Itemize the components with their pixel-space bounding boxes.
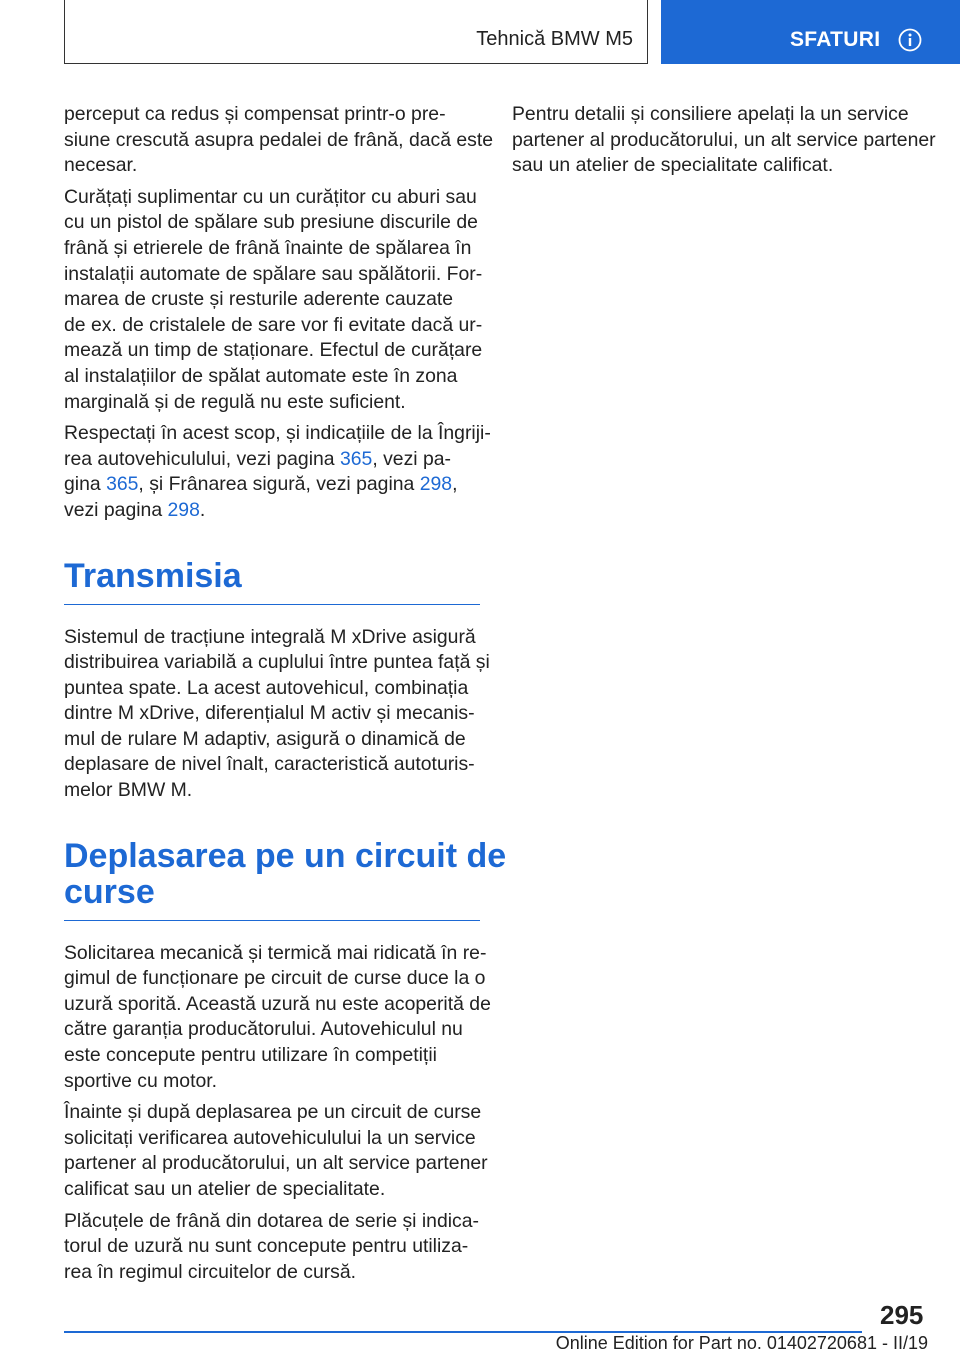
text-line: instalații automate de spălare sau spălătorii. For‐ <box>64 262 483 285</box>
text-line: Înainte și după deplasarea pe un circuit de curse <box>64 1101 482 1124</box>
paragraph-brake-pads <box>64 1209 484 1286</box>
text-fragment: . <box>199 498 206 521</box>
text-line: calificat sau un atelier de specialitate. <box>64 1178 386 1200</box>
text-line <box>64 498 484 524</box>
paragraph-brake-cleaning <box>64 185 484 415</box>
text-line: Pentru detalii și consiliere apelați la un service <box>512 103 909 125</box>
text-line: uzură sporită. Această uzură nu este acoperită de <box>64 992 491 1015</box>
page-link-298[interactable]: 298 <box>419 473 453 496</box>
text-line: puntea spate. La acest autovehicul, combinația <box>64 676 469 699</box>
chapter-title: Tehnică BMW M5 <box>476 28 633 50</box>
section-tab[interactable] <box>661 0 960 64</box>
text-line: marginală și de regulă nu este suficient. <box>64 390 406 413</box>
text-line: Curățați suplimentar cu un curățitor cu aburi sau <box>64 185 477 208</box>
text-fragment: , <box>452 473 458 496</box>
text-line: perceput ca redus și compensat printr-o pre‐ <box>64 103 446 125</box>
text-line: melor BMW M. <box>64 779 193 802</box>
text-fragment: , și Frânarea sigură, vezi pagina <box>138 473 420 496</box>
text-line: este concepute pentru utilizare în competiții <box>64 1044 437 1067</box>
text-line: torul de uzură nu sunt concepute pentru utiliza‐ <box>64 1235 469 1258</box>
paragraph-service-advice <box>512 102 936 179</box>
paragraph-racetrack-wear <box>64 941 491 1095</box>
text-line: siune crescută asupra pedalei de frână, dacă este <box>64 128 494 151</box>
header-title-box <box>64 0 648 64</box>
text-line: Sistemul de tracțiune integrală M xDrive asigură <box>64 625 476 648</box>
text-line: de ex. de cristalele de sare vor fi evitate dacă ur‐ <box>64 313 483 336</box>
text-line: mează un timp de staționare. Efectul de curățare <box>64 339 483 362</box>
paragraph-references <box>64 421 491 523</box>
text-line: al instalațiilor de spălat automate este în zona <box>64 364 458 387</box>
page-link-365[interactable]: 365 <box>339 447 373 470</box>
text-line: partener al producătorului, un alt service partener <box>512 128 936 151</box>
text-line: frână și etrierele de frână înainte de spălarea în <box>64 236 472 259</box>
text-line: partener al producătorului, un alt service partener <box>64 1152 488 1175</box>
text-fragment: , vezi pa‐ <box>372 447 451 470</box>
right-column <box>512 102 936 185</box>
text-line: rea în regimul circuitelor de cursă. <box>64 1260 357 1283</box>
text-line: către garanția producătorului. Autovehiculul nu <box>64 1018 463 1041</box>
text-line <box>64 447 484 473</box>
page-link-298[interactable]: 298 <box>167 498 200 521</box>
footer-edition: Online Edition for Part no. 01402720681 - II/19 <box>555 1333 928 1353</box>
text-line: cu un pistol de spălare sub presiune discurile de <box>64 211 478 234</box>
paragraph-brake-perception <box>64 102 494 179</box>
text-line: dintre M xDrive, diferențialul M activ și mecanis‐ <box>64 702 475 725</box>
text-line <box>64 472 484 498</box>
paragraph-racetrack-check <box>64 1100 488 1202</box>
heading-racetrack <box>64 836 507 921</box>
text-line: distribuirea variabilă a cuplului între puntea față și <box>64 651 490 674</box>
section-label: SFATURI <box>790 28 881 51</box>
text-line: solicitați verificarea autovehiculului la un service <box>64 1126 476 1149</box>
heading-line: curse <box>64 872 155 911</box>
left-column <box>64 102 507 1291</box>
text-line: marea de cruste și resturile aderente cauzate <box>64 288 454 311</box>
info-circle-icon <box>898 28 922 52</box>
paragraph-transmission <box>64 625 490 804</box>
text-line: deplasare de nivel înalt, caracteristică autoturis‐ <box>64 753 475 776</box>
text-fragment: rea autovehiculului, vezi pagina <box>64 447 340 470</box>
text-line: mul de rulare M adaptiv, asigură o dinamică de <box>64 727 466 750</box>
text-line: Plăcuțele de frână din dotarea de serie și indica‐ <box>64 1209 479 1232</box>
heading-transmisia: Transmisia <box>64 558 480 605</box>
text-fragment: vezi pagina <box>64 498 168 521</box>
text-line: gimul de funcționare pe circuit de curse duce la o <box>64 967 486 990</box>
heading-line: Deplasarea pe un circuit de <box>64 836 507 875</box>
text-line: Solicitarea mecanică și termică mai ridicată în re‐ <box>64 941 487 964</box>
page-link-365[interactable]: 365 <box>106 473 139 496</box>
text-line: sportive cu motor. <box>64 1069 218 1092</box>
text-line: sau un atelier de specialitate calificat. <box>512 154 834 177</box>
text-fragment: gina <box>64 473 107 496</box>
text-line: necesar. <box>64 154 138 177</box>
page-number: 295 <box>880 1300 924 1330</box>
text-line: Respectați în acest scop, și indicațiile de la Îngriji‐ <box>64 422 491 445</box>
